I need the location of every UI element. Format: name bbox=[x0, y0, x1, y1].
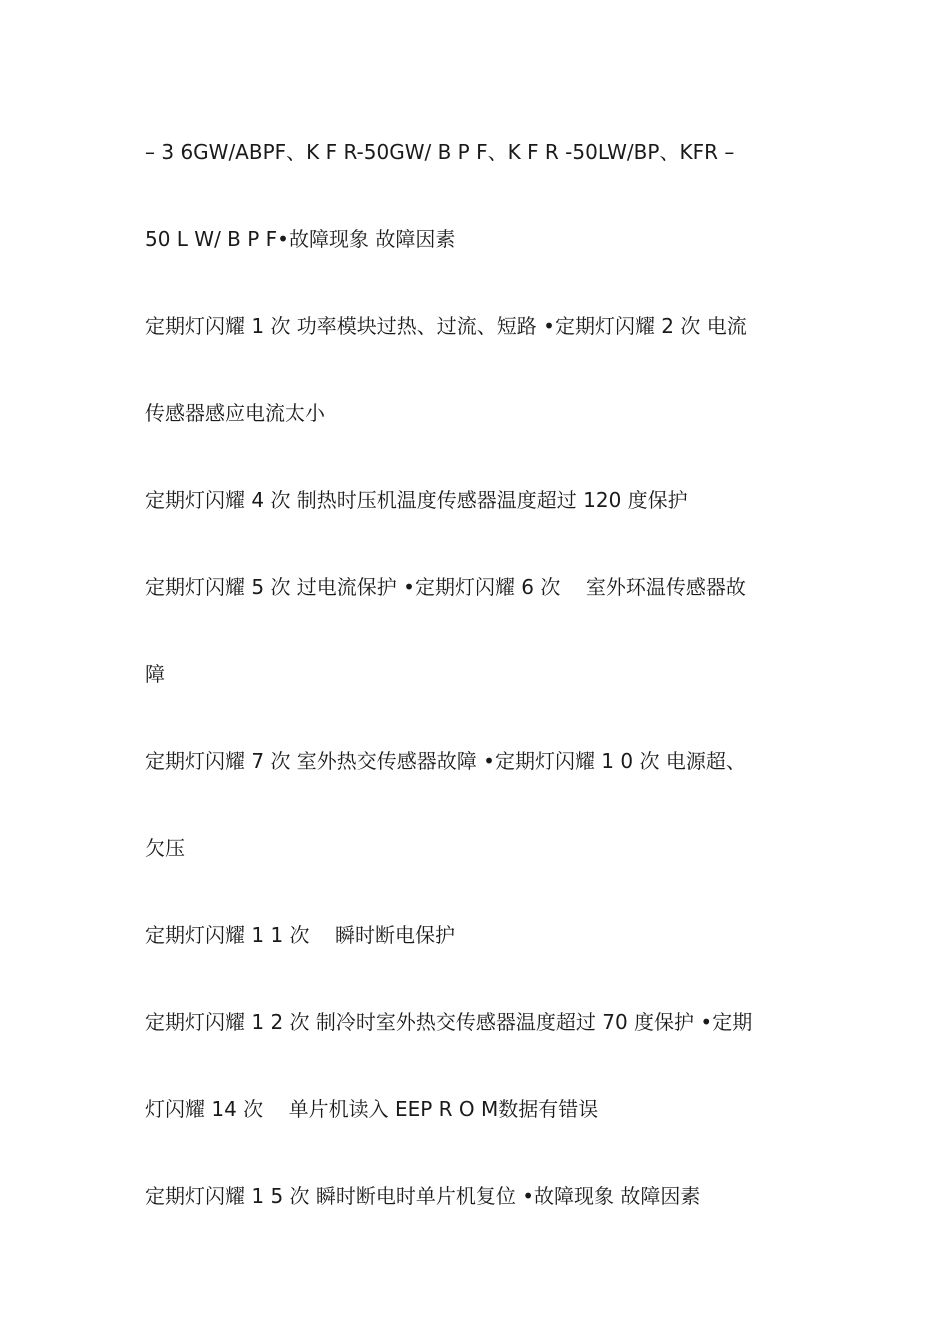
text-line-8: 定期灯闪耀 7 次 室外热交传感器故障 •定期灯闪耀 1 0 次 电源超、 bbox=[145, 749, 746, 773]
text-line-13: 定期灯闪耀 1 5 次 瞬时断电时单片机复位 •故障现象 故障因素 bbox=[145, 1184, 701, 1208]
text-line-3: 定期灯闪耀 1 次 功率模块过热、过流、短路 •定期灯闪耀 2 次 电流 bbox=[145, 314, 747, 338]
text-line-9: 欠压 bbox=[145, 836, 185, 860]
text-line-11: 定期灯闪耀 1 2 次 制冷时室外热交传感器温度超过 70 度保护 •定期 bbox=[145, 1010, 753, 1034]
text-line-2: 50 L W/ B P F•故障现象 故障因素 bbox=[145, 227, 456, 251]
text-line-12: 灯闪耀 14 次 单片机读入 EEP R O M数据有错误 bbox=[145, 1097, 599, 1121]
text-line-6: 定期灯闪耀 5 次 过电流保护 •定期灯闪耀 6 次 室外环温传感器故 bbox=[145, 575, 746, 599]
text-line-1: – 3 6GW/ABPF、K F R-50GW/ B P F、K F R -50LW/BP、KFR – bbox=[145, 140, 735, 164]
text-line-7: 障 bbox=[145, 662, 165, 686]
text-line-5: 定期灯闪耀 4 次 制热时压机温度传感器温度超过 120 度保护 bbox=[145, 488, 688, 512]
text-line-10: 定期灯闪耀 1 1 次 瞬时断电保护 bbox=[145, 923, 455, 947]
text-line-4: 传感器感应电流太小 bbox=[145, 401, 325, 425]
